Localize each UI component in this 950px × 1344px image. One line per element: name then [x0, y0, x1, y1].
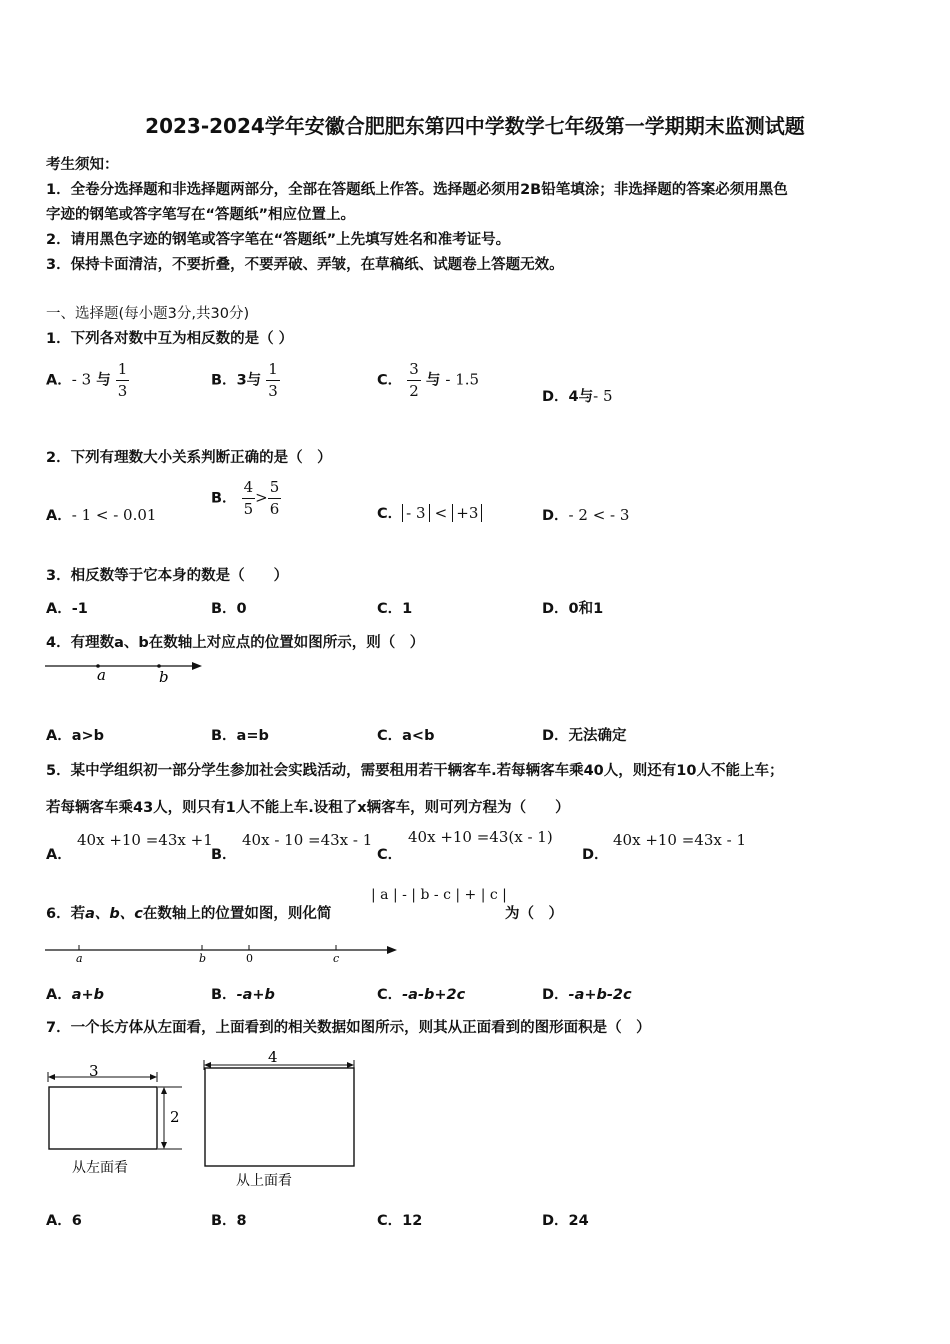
q5-option-d: 40x +10 =43x - 1: [613, 831, 747, 849]
q4-option-a: A．a>b: [46, 728, 105, 744]
q5-stem-2: 若每辆客车乘43人，则只有1人不能上车.设租了x辆客车，则可列方程为（ ）: [46, 800, 570, 816]
q6-stem: 6．若a、b、c在数轴上的位置如图，则化简: [46, 906, 332, 922]
q5-option-c-label: C．: [377, 847, 403, 863]
q6-stem-end: 为（ ）: [505, 906, 563, 922]
notice-line-2: 2．请用黑色字迹的钢笔或答字笔在“答题纸”上先填写姓名和准考证号。: [46, 232, 511, 248]
q1-option-b: B．3与 $\frac{1}{3}$: [211, 360, 278, 400]
q6-option-c: C．-a-b+2c: [377, 987, 466, 1003]
page-title: 2023-2024学年安徽合肥肥东第四中学数学七年级第一学期期末监测试题: [145, 114, 805, 138]
q5-option-a-label: A．: [46, 847, 72, 863]
q5-option-b-label: B．: [211, 847, 237, 863]
q4-number-line: [44, 656, 204, 688]
q1-option-d: D．4与- 5: [542, 387, 613, 405]
q7-left-view: [48, 1062, 182, 1176]
q2-option-b: B． $\frac{4}{5}$ > $\frac{5}{6}$: [211, 478, 280, 518]
q7-top-width: 4: [268, 1048, 278, 1066]
q6-expression: | a | - | b - c | + | c |: [371, 887, 507, 903]
q6-option-b: B．-a+b: [211, 987, 275, 1003]
q5-option-a: 40x +10 =43x +1: [77, 831, 213, 849]
q6-number-line: [44, 940, 404, 968]
notice-line-3: 3．保持卡面清洁，不要折叠，不要弄破、弄皱，在草稿纸、试题卷上答题无效。: [46, 257, 564, 273]
section-heading: 一、选择题(每小题3分,共30分): [46, 306, 250, 322]
q6-label-0: 0: [246, 952, 253, 965]
notice-line-1a: 1．全卷分选择题和非选择题两部分，全部在答题纸上作答。选择题必须用2B铅笔填涂；非选择题的答案必须用黑色: [46, 182, 788, 198]
q3-option-d: D．0和1: [542, 601, 604, 617]
notice-line-1b: 字迹的钢笔或答字笔写在“答题纸”相应位置上。: [46, 207, 356, 223]
q2-stem: 2．下列有理数大小关系判断正确的是（ ）: [46, 450, 332, 466]
q6-option-a: A．a+b: [46, 987, 105, 1003]
q5-stem-1: 5．某中学组织初一部分学生参加社会实践活动，需要租用若干辆客车.若每辆客车乘40人，则还有10人不能上车；: [46, 763, 784, 779]
q7-left-caption: 从左面看: [72, 1160, 128, 1176]
q4-stem: 4．有理数a、b在数轴上对应点的位置如图所示，则（ ）: [46, 635, 425, 651]
q4-option-c: C．a<b: [377, 728, 435, 744]
q1-c-fraction: $\frac{3}{2}$: [409, 360, 419, 400]
q2-option-d: D．- 2 < - 3: [542, 506, 630, 524]
q4-option-b: B．a=b: [211, 728, 269, 744]
q2-b-fraction-2: $\frac{5}{6}$: [269, 478, 280, 518]
q7-left-height: 2: [170, 1108, 180, 1126]
q7-option-a: A．6: [46, 1213, 82, 1229]
q7-figure: [44, 1048, 364, 1193]
q7-stem: 7．一个长方体从左面看，上面看到的相关数据如图所示，则其从正面看到的图形面积是（ ）: [46, 1020, 651, 1036]
q3-option-c: C．1: [377, 601, 413, 617]
q7-top-caption: 从上面看: [236, 1173, 292, 1189]
q1-stem: 1．下列各对数中互为相反数的是（ ）: [46, 331, 294, 347]
q4-label-b: b: [159, 668, 169, 686]
q3-stem: 3．相反数等于它本身的数是（ ）: [46, 568, 289, 584]
notice-heading: 考生须知：: [46, 157, 119, 173]
q5-option-b: 40x - 10 =43x - 1: [242, 831, 373, 849]
q6-label-a: a: [76, 952, 83, 965]
q1-option-c: C． $\frac{3}{2}$ 与 - 1.5: [377, 360, 480, 400]
q7-option-d: D．24: [542, 1213, 589, 1229]
q7-top-view: [204, 1048, 354, 1189]
q5-option-c: 40x +10 =43(x - 1): [408, 828, 553, 846]
q1-a-fraction: $\frac{1}{3}$: [117, 360, 128, 400]
q6-option-d: D．-a+b-2c: [542, 987, 632, 1003]
q5-option-d-label: D．: [582, 847, 609, 863]
q4-label-a: a: [97, 666, 106, 684]
q4-option-d: D．无法确定: [542, 728, 627, 744]
q6-label-b: b: [199, 952, 207, 965]
q1-option-a: A．- 3 与 $\frac{1}{3}$: [46, 360, 128, 400]
q6-label-c: c: [333, 952, 340, 965]
q1-b-fraction: $\frac{1}{3}$: [268, 360, 278, 400]
q3-option-a: A．-1: [46, 601, 88, 617]
q7-option-b: B．8: [211, 1213, 247, 1229]
q2-option-c: C． - 3 < +3: [377, 502, 482, 523]
q2-option-a: A．- 1 < - 0.01: [46, 506, 157, 524]
q3-option-b: B．0: [211, 601, 247, 617]
q7-left-width: 3: [89, 1062, 99, 1080]
q7-option-c: C．12: [377, 1213, 423, 1229]
q2-b-fraction-1: $\frac{4}{5}$: [243, 478, 254, 518]
